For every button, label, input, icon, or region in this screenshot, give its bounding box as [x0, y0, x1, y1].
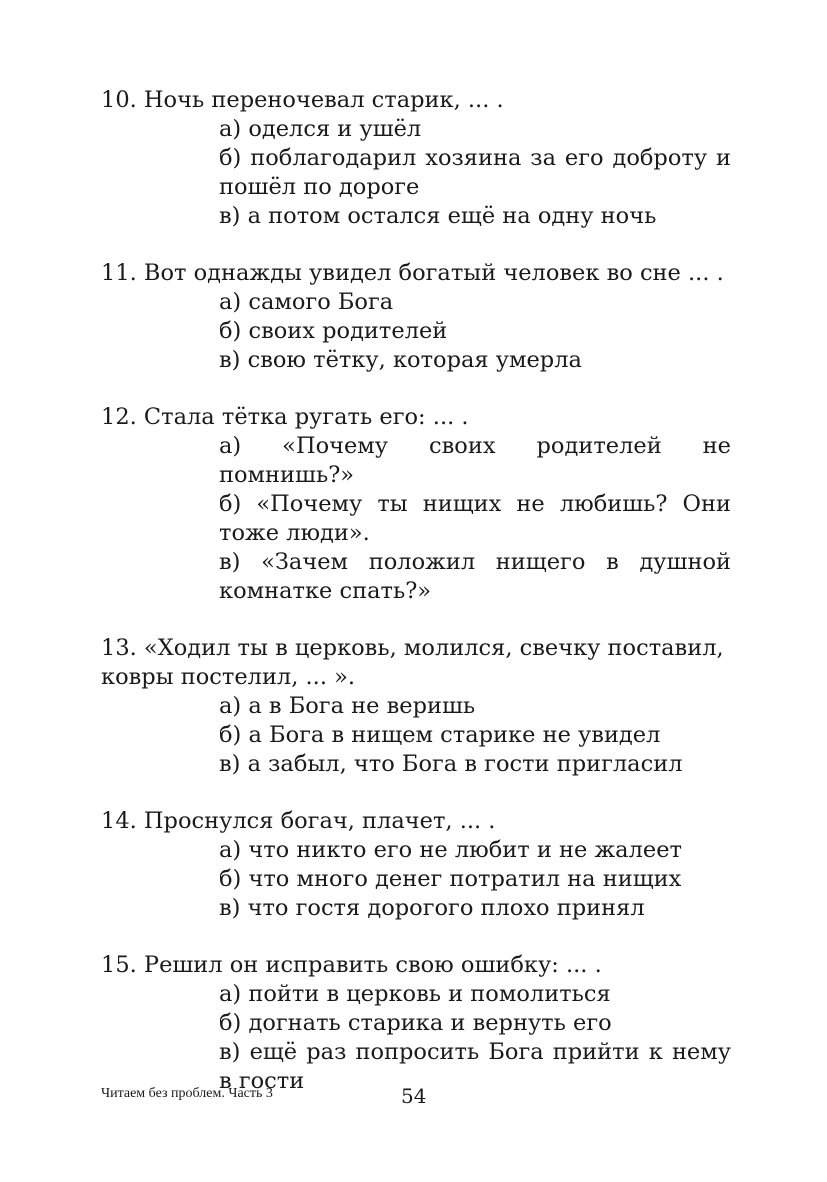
option-c: в) а потом остался ещё на одну ночь [219, 203, 657, 229]
option-a: а) что никто его не любит и не жалеет [219, 837, 682, 863]
option-c: в) что гостя дорогого плохо принял [219, 895, 645, 921]
question-text: 11. Вот однажды увидел богатый человек во сне ... . [101, 260, 724, 286]
option-b: б) что много денег потратил на нищих [219, 866, 682, 892]
question-14 [101, 807, 731, 923]
option-b: б) «Почему ты нищих не любишь? Они тоже люди». [219, 491, 731, 546]
question-10 [101, 86, 731, 231]
option-a: а) пойти в церковь и помолиться [219, 981, 611, 1007]
answer-options [101, 432, 731, 606]
option-b: б) догнать старика и вернуть его [219, 1010, 612, 1036]
question-text: 10. Ночь переночевал старик, ... . [101, 87, 504, 113]
book-title: Читаем без проблем. Часть 3 [101, 1086, 273, 1101]
question-15 [101, 951, 731, 1096]
question-text: 15. Решил он исправить свою ошибку: ... . [101, 952, 602, 978]
answer-options [101, 692, 731, 779]
answer-options [101, 288, 731, 375]
answer-options [101, 115, 731, 231]
option-c: в) «Зачем положил нищего в душной комнатке спать?» [219, 549, 731, 604]
answer-options [101, 836, 731, 923]
question-text: 14. Проснулся богач, плачет, ... . [101, 808, 496, 834]
question-11 [101, 259, 731, 375]
page-number: 54 [401, 1084, 427, 1108]
option-b: б) своих родителей [219, 318, 448, 344]
option-c: в) а забыл, что Бога в гости пригласил [219, 751, 683, 777]
option-b: б) поблагодарил хозяина за его доброту и пошёл по дороге [219, 145, 731, 200]
question-12 [101, 403, 731, 606]
option-a: а) оделся и ушёл [219, 116, 422, 142]
option-a: а) самого Бога [219, 289, 394, 315]
question-13 [101, 634, 731, 779]
answer-options [101, 980, 731, 1096]
question-text: 13. «Ходил ты в церковь, молился, свечку поставил, ковры постелил, ... ». [101, 635, 724, 690]
option-a: а) «Почему своих родителей не помнишь?» [219, 433, 731, 488]
option-c: в) ещё раз попросить Бога прийти к нему в гости [219, 1039, 731, 1094]
option-b: б) а Бога в нищем старике не увидел [219, 722, 661, 748]
question-text: 12. Стала тётка ругать его: ... . [101, 404, 469, 430]
option-c: в) свою тётку, которая умерла [219, 347, 582, 373]
option-a: а) а в Бога не веришь [219, 693, 476, 719]
questions-list [101, 86, 731, 1124]
